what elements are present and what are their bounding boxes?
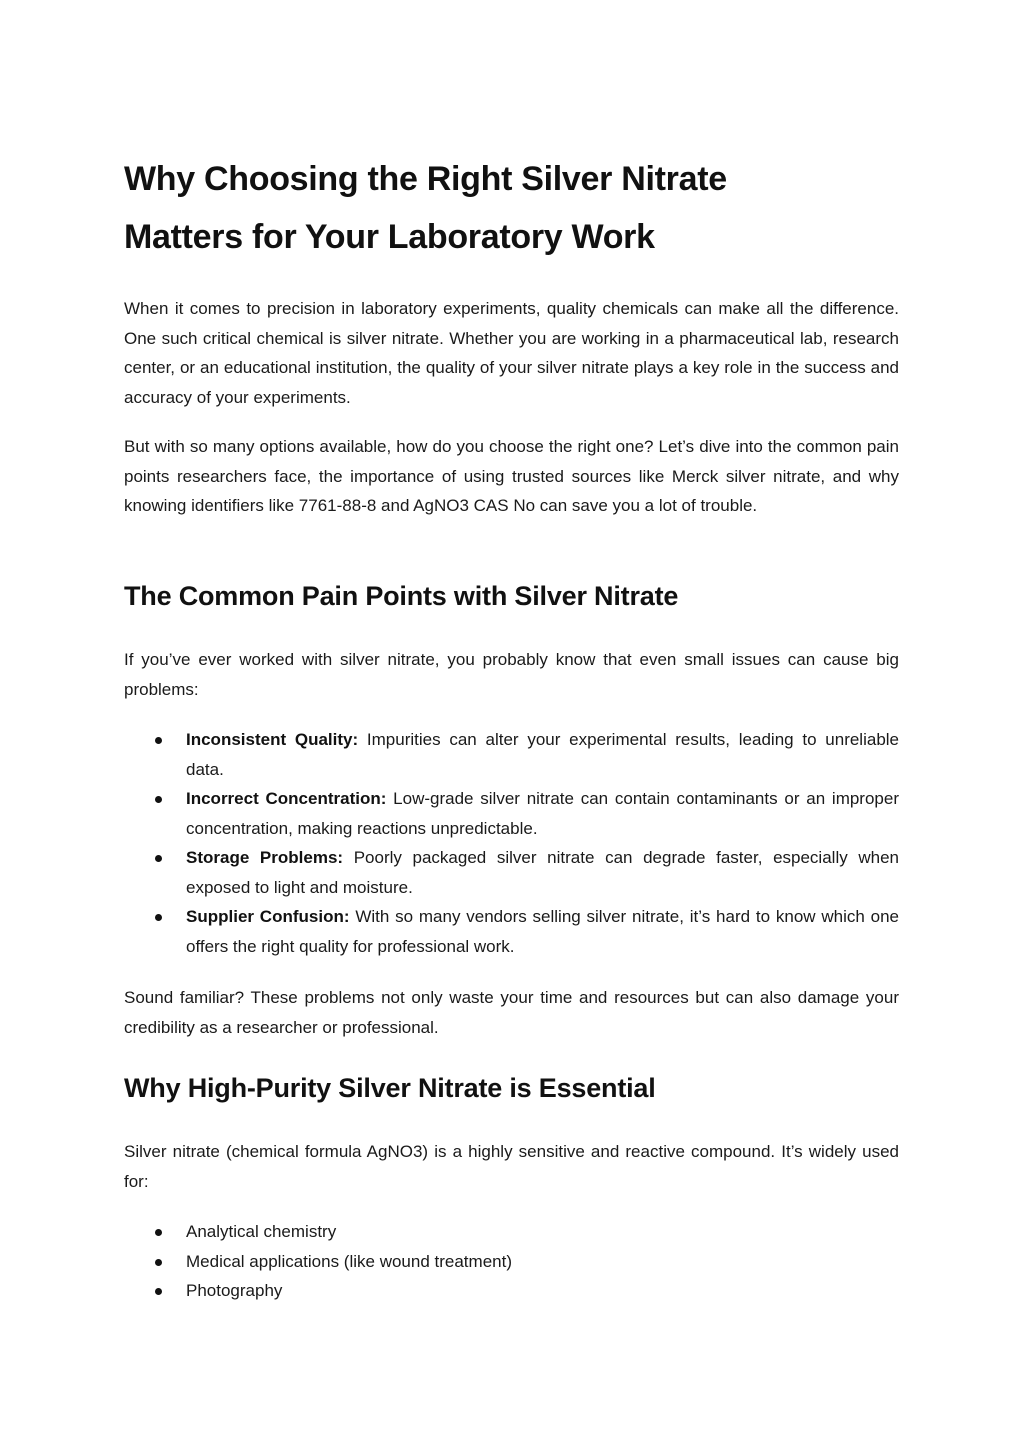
list-item — [124, 725, 899, 784]
list-item-text: Photography — [186, 1281, 283, 1300]
list-item-text: Low-grade silver nitrate can contain contaminants or an improper concentration, making reactions unpredictable. — [186, 789, 899, 838]
intro-paragraph-1: When it comes to precision in laboratory experiments, quality chemicals can make all the difference. One such critical chemical is silver nitrate. Whether you are working in a pharmaceutical lab, research center, or an educational institution, the quality of your silver nitrate plays a key role in the success and accuracy of your experiments. — [124, 299, 899, 407]
list-item-label: Supplier Confusion: — [186, 907, 350, 926]
list-item-text: Analytical chemistry — [186, 1222, 337, 1241]
page-title — [124, 150, 899, 266]
list-item-text: With so many vendors selling silver nitrate, it’s hard to know which one offers the right quality for professional work. — [186, 907, 899, 956]
list-item — [124, 1276, 899, 1306]
title-line-1: Why Choosing the Right Silver Nitrate — [124, 160, 727, 198]
bullet-icon — [155, 855, 162, 862]
bullet-icon — [155, 1288, 162, 1295]
pain-points-list — [124, 725, 899, 961]
list-item — [124, 843, 899, 902]
pain-points-closing: Sound familiar? These problems not only waste your time and resources but can also damage your credibility as a researcher or professional. — [124, 988, 899, 1037]
uses-list — [124, 1217, 899, 1306]
bullet-icon — [155, 1259, 162, 1266]
section-heading-pain-points: The Common Pain Points with Silver Nitrate — [124, 581, 679, 611]
section-heading-high-purity: Why High-Purity Silver Nitrate is Essential — [124, 1073, 656, 1103]
list-item-label: Incorrect Concentration: — [186, 789, 387, 808]
intro-paragraph-2: But with so many options available, how do you choose the right one? Let’s dive into the common pain points researchers face, the importance of using trusted sources like Merck silver nitrate, and why knowing identifiers like 7761-88-8 and AgNO3 CAS No can save you a lot of trouble. — [124, 437, 899, 515]
list-item — [124, 902, 899, 961]
high-purity-lead: Silver nitrate (chemical formula AgNO3) is a highly sensitive and reactive compound. It’s widely used for: — [124, 1142, 899, 1191]
bullet-icon — [155, 1229, 162, 1236]
pain-points-lead: If you’ve ever worked with silver nitrate, you probably know that even small issues can cause big problems: — [124, 650, 899, 699]
bullet-icon — [155, 914, 162, 921]
list-item-label: Inconsistent Quality: — [186, 730, 359, 749]
list-item — [124, 1217, 899, 1247]
list-item-text: Impurities can alter your experimental results, leading to unreliable data. — [186, 730, 899, 779]
list-item — [124, 1247, 899, 1277]
list-item-text: Poorly packaged silver nitrate can degrade faster, especially when exposed to light and moisture. — [186, 848, 899, 897]
list-item — [124, 784, 899, 843]
bullet-icon — [155, 796, 162, 803]
bullet-icon — [155, 737, 162, 744]
list-item-text: Medical applications (like wound treatment) — [186, 1251, 512, 1271]
title-line-2: Matters for Your Laboratory Work — [124, 218, 655, 256]
list-item-label: Storage Problems: — [186, 848, 344, 867]
